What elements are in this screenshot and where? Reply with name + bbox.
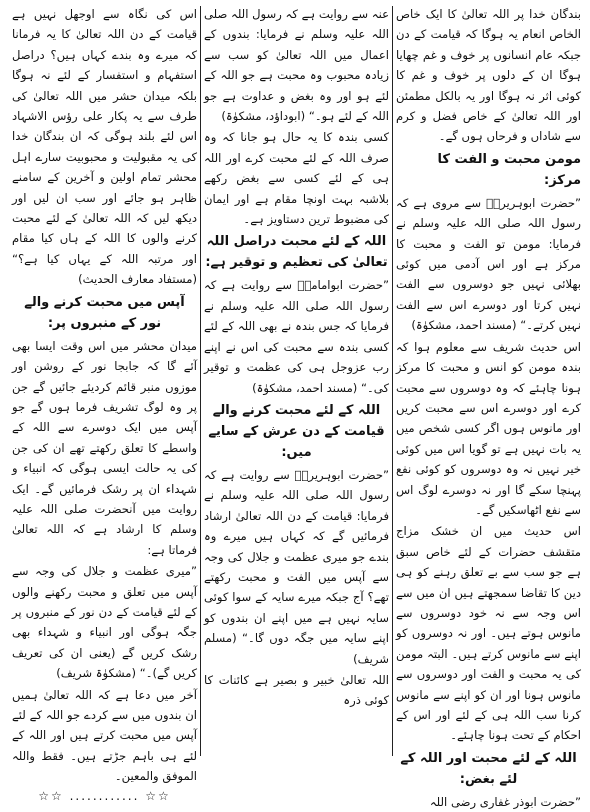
column-right	[393, 4, 584, 809]
paragraph: کسی بندہ کا یہ حال ہو جانا کہ وہ صرف اللہ کے لئے محبت کرے اور اللہ ہی کے لئے کسی سے بغض رکھے بلاشبہ بہت اونچا مقام ہے اور ایمان کی مضبوط ترین دستاویز ہے۔	[204, 130, 389, 227]
paragraph: اس حدیث میں ان خشک مزاج متقشف حضرات کے لئے خاص سبق ہے جو سب سے بے تعلق رہنے کو ہی دین کا تقاضا سمجھتے ہیں ان میں سے اس وجہ سے نہ خود دوسروں سے مانوس ہوتے ہیں۔ اور نہ دوسروں کو اپنے سے مانوس کرتے ہیں۔ البتہ مومن کی یہ محبت و الفت اور دوسروں سے مانوس ہونا اور ان کو اپنے سے مانوس کرنا سب اللہ ہی کے لئے اور اس کے احکام کے تحت ہونا چاہئے۔	[396, 524, 581, 743]
paragraph: اللہ تعالیٰ خبیر و بصیر ہے کائنات کا کوئی ذرہ	[204, 672, 389, 708]
hadith-quote: ”حضرت ابوامامہؓ سے روایت ہے کہ رسول اللہ صلی اللہ علیہ وسلم نے فرمایا کہ جس بندہ نے بھی اللہ کے لئے کسی بندہ سے محبت کی اس نے اپنے رب عزوجل ہی کی عظمت و توقیر کی۔“ (مسند احمد، مشکوٰۃ)	[204, 278, 389, 395]
paragraph: بندگان خدا پر اللہ تعالیٰ کا ایک خاص الخاص انعام یہ ہوگا کہ قیامت کے دن جبکہ عام انسانوں پر خوف و غم چھایا ہوگا ان کے دلوں پر خوف و غم کا کوئی اثر نہ ہوگا اور یہ بالکل مطمئن اور اللہ تعالیٰ کے خاص فضل و کرم سے شاداں و فرحاں ہوں گے۔	[396, 7, 581, 144]
paragraph: اس حدیث شریف سے معلوم ہوا کہ بندہ مومن کو انس و محبت کا مرکز ہونا چاہئے کہ وہ دوسروں سے محبت کرے اور دوسرے اس سے محبت کریں اور مانوس ہوں اگر کسی شخص میں یہ بات نہیں ہے تو گویا اس میں کوئی خیر نہیں نہ وہ دوسروں کو کوئی نفع پہنچا سکے گا اور نہ دوسرے لوگ اس سے نفع اٹھاسکیں گے۔	[396, 339, 581, 517]
column-middle	[201, 4, 392, 764]
section-heading: آپس میں محبت کرنے والے نور کے منبروں پر:	[24, 294, 185, 331]
hadith-quote: عنہ سے روایت ہے کہ رسول اللہ صلی اللہ علیہ وسلم نے فرمایا: بندوں کے اعمال میں اللہ تعالیٰ کو سب سے زیادہ محبوب وہ محبت ہے جو اللہ کے لئے ہو اور وہ بغض و عداوت ہے جو اللہ کے لئے ہو۔“ (ابوداؤد، مشکوٰۃ)	[204, 7, 389, 124]
three-column-layout	[6, 4, 584, 809]
column-divider	[200, 6, 201, 756]
ending-ornament: ☆☆ ............ ☆☆	[38, 788, 171, 803]
paragraph: میدان محشر میں اس وقت ایسا بھی آئے گا کہ جابجا نور کے روشن اور موزوں منبر قائم کردیئے جائیں گے جن پر وہ لوگ تشریف فرما ہوں گے جو آپس میں ایک دوسرے سے اللہ کے واسطے کا تعلق رکھتے تھے ان کی جن کی یہ حالت ایسی ہوگی کہ انبیاء و شہداء ان پر رشک فرمائیں گے۔ ایک روایت میں آنحضرت صلی اللہ علیہ وسلم کا ارشاد ہے کہ اللہ تعالیٰ فرماتا ہے:	[12, 338, 197, 557]
closing-prayer: آخر میں دعا ہے کہ اللہ تعالیٰ ہمیں ان بندوں میں سے کردے جو اللہ کے لئے آپس میں محبت کرتے ہیں اور اللہ کے لئے ہی باہم جڑتے ہیں۔ فقط واللہ الموفق والمعین۔	[12, 687, 197, 784]
paragraph: اس کی نگاہ سے اوجھل نہیں ہے قیامت کے دن اللہ تعالیٰ کا یہ فرمانا کہ میرے وہ بندے کہاں ہیں؟ دراصل استفہام و استفسار کے لئے نہ ہوگا بلکہ میدان حشر میں اللہ تعالیٰ کی طرف سے یہ پکار علی رؤس الاشہاد اس لئے بلند ہوگی کہ ان بندگان خدا کی یہ مقبولیت و محبوبیت سارے اہل محشر تمام اولین و آخرین کے سامنے ظاہر ہو جائے اور سب ان لیں اور دیکھ لیں کہ اللہ تعالیٰ کے لئے محبت کرنے والوں کا اللہ کے ہاں کیا مقام اور مرتبہ اللہ کے یہاں کیا ہے؟“ (مستفاد معارف الحدیث)	[12, 7, 197, 287]
section-heading: اللہ کے لئے محبت دراصل اللہ تعالیٰ کی تعظیم و توقیر ہے:	[205, 234, 388, 271]
column-left	[9, 4, 200, 803]
hadith-quote: ”حضرت ابوہریرہؓ سے مروی ہے کہ رسول اللہ صلی اللہ علیہ وسلم نے فرمایا: مومن تو الفت و محبت کا مرکز ہے اور اس آدمی میں کوئی بھلائی نہیں جو دوسروں سے الفت نہیں کرتا اور دوسرے اس سے الفت نہیں کرتے۔“ (مسند احمد، مشکوٰۃ)	[396, 195, 581, 333]
hadith-quote: ”حضرت ابوذر غفاری رضی اللہ	[429, 794, 581, 809]
hadith-quote: ”میری عظمت و جلال کی وجہ سے آپس میں تعلق و محبت رکھنے والوں کے لئے قیامت کے دن نور کے منبروں پر جگہ ہوگی اور انبیاء و شہداء بھی رشک کریں گے (یعنی ان کی تعریف کریں گے)۔“ (مشکوٰۃ شریف)	[12, 564, 197, 681]
section-heading: اللہ کے لئے محبت کرنے والے قیامت کے دن عرش کے سایے میں:	[208, 402, 385, 460]
hadith-quote: ”حضرت ابوہریرہؓ سے روایت ہے کہ رسول اللہ صلی اللہ علیہ وسلم نے فرمایا: قیامت کے دن اللہ تعالیٰ ارشاد فرمائیں گے کہ کہاں ہیں میرے وہ بندے جو میری عظمت و جلال کی وجہ سے آپس میں الفت و محبت رکھتے تھے؟ آج جبکہ میرے سایہ کے سوا کوئی سایہ نہیں ہے میں اپنے ان بندوں کو اپنے سایہ میں جگہ دوں گا۔“ (مسلم شریف)	[204, 467, 389, 666]
section-heading: مومن محبت و الفت کا مرکز:	[437, 151, 581, 188]
section-heading: اللہ کے لئے محبت اور اللہ کے لئے بغض:	[400, 750, 577, 787]
column-divider	[392, 6, 393, 756]
